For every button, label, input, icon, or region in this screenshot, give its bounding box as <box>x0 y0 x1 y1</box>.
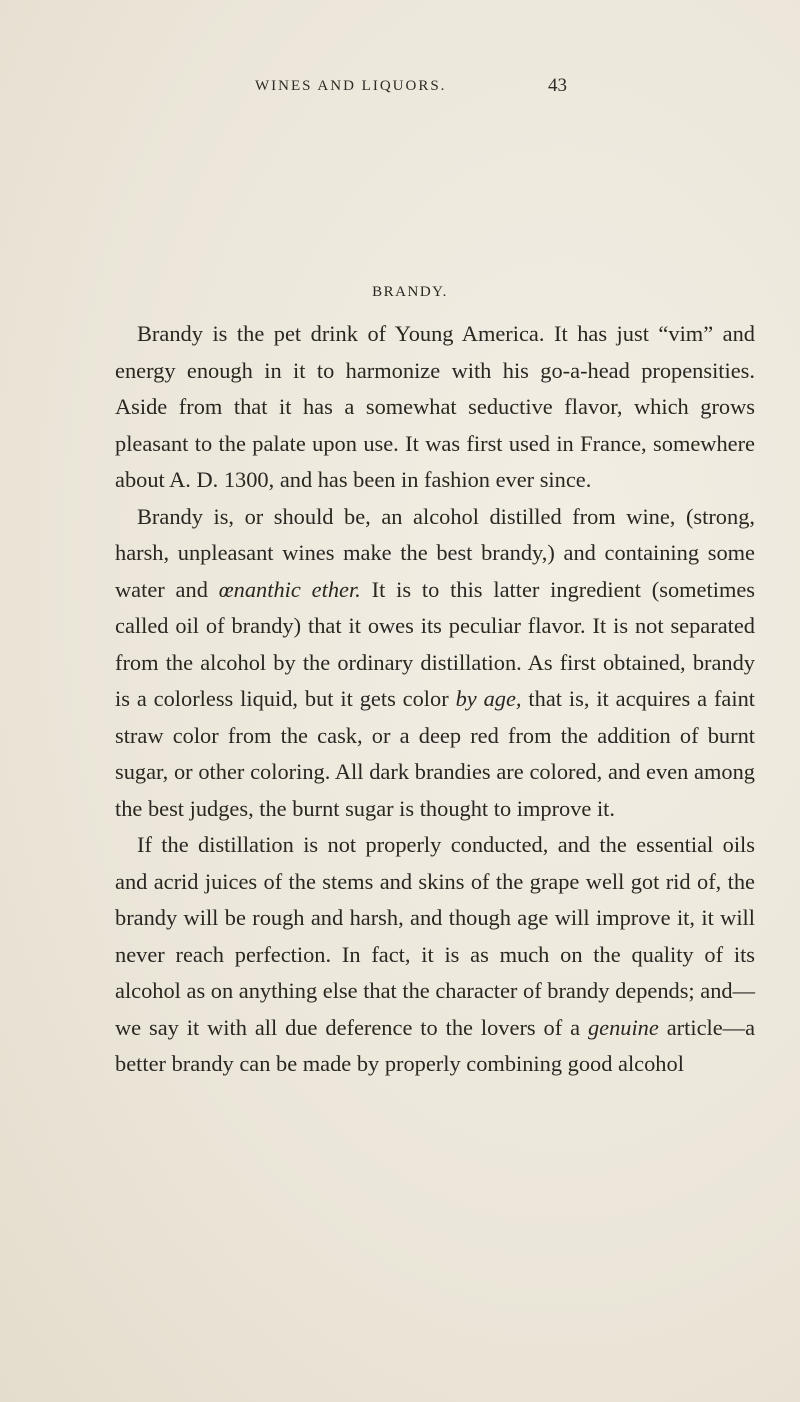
page-number: 43 <box>548 75 567 96</box>
paragraph-1: Brandy is the pet drink of Young America. It has just “vim” and energy enough in it to harmonize with his go-a-head propensities. Aside from that it has a somewhat seductive flavor, which grows pleasant to the palate upon use. It was first used in France, somewhere about A. D. 1300, and has been in fashion ever since. <box>115 321 755 492</box>
paragraph-3: If the distillation is not properly conducted, and the essential oils and acrid juices of the stems and skins of the grape well got rid of, the brandy will be rough and harsh, and though age will improve it, it will never reach perfection. In fact, it is as much on the quality of its alcohol as on anything else that the character of brandy depends; and—we say it with all due deference to the lovers of a genuine article—a better brandy can be made by properly combining good alcohol <box>115 832 756 1076</box>
body-text <box>115 316 755 1083</box>
running-title: WINES AND LIQUORS. <box>255 78 447 94</box>
paragraph-2: Brandy is, or should be, an alcohol distilled from wine, (strong, harsh, unpleasant wines make the best brandy,) and containing some water and œnanthic ether. It is to this latter ingredient (sometimes called oil of brandy) that it owes its peculiar flavor. It is not separated from the alcohol by the ordinary distillation. As first obtained, brandy is a colorless liquid, but it gets color by age, that is, it acquires a faint straw color from the cask, or a deep red from the addition of burnt sugar, or other coloring. All dark brandies are colored, and even among the best judges, the burnt sugar is thought to improve it. <box>115 503 756 821</box>
running-head <box>0 75 800 108</box>
italic-term: œnanthic ether. <box>218 576 361 602</box>
section-heading: BRANDY. <box>372 284 448 300</box>
italic-phrase: by age, <box>455 686 522 711</box>
italic-word: genuine <box>587 1014 659 1040</box>
